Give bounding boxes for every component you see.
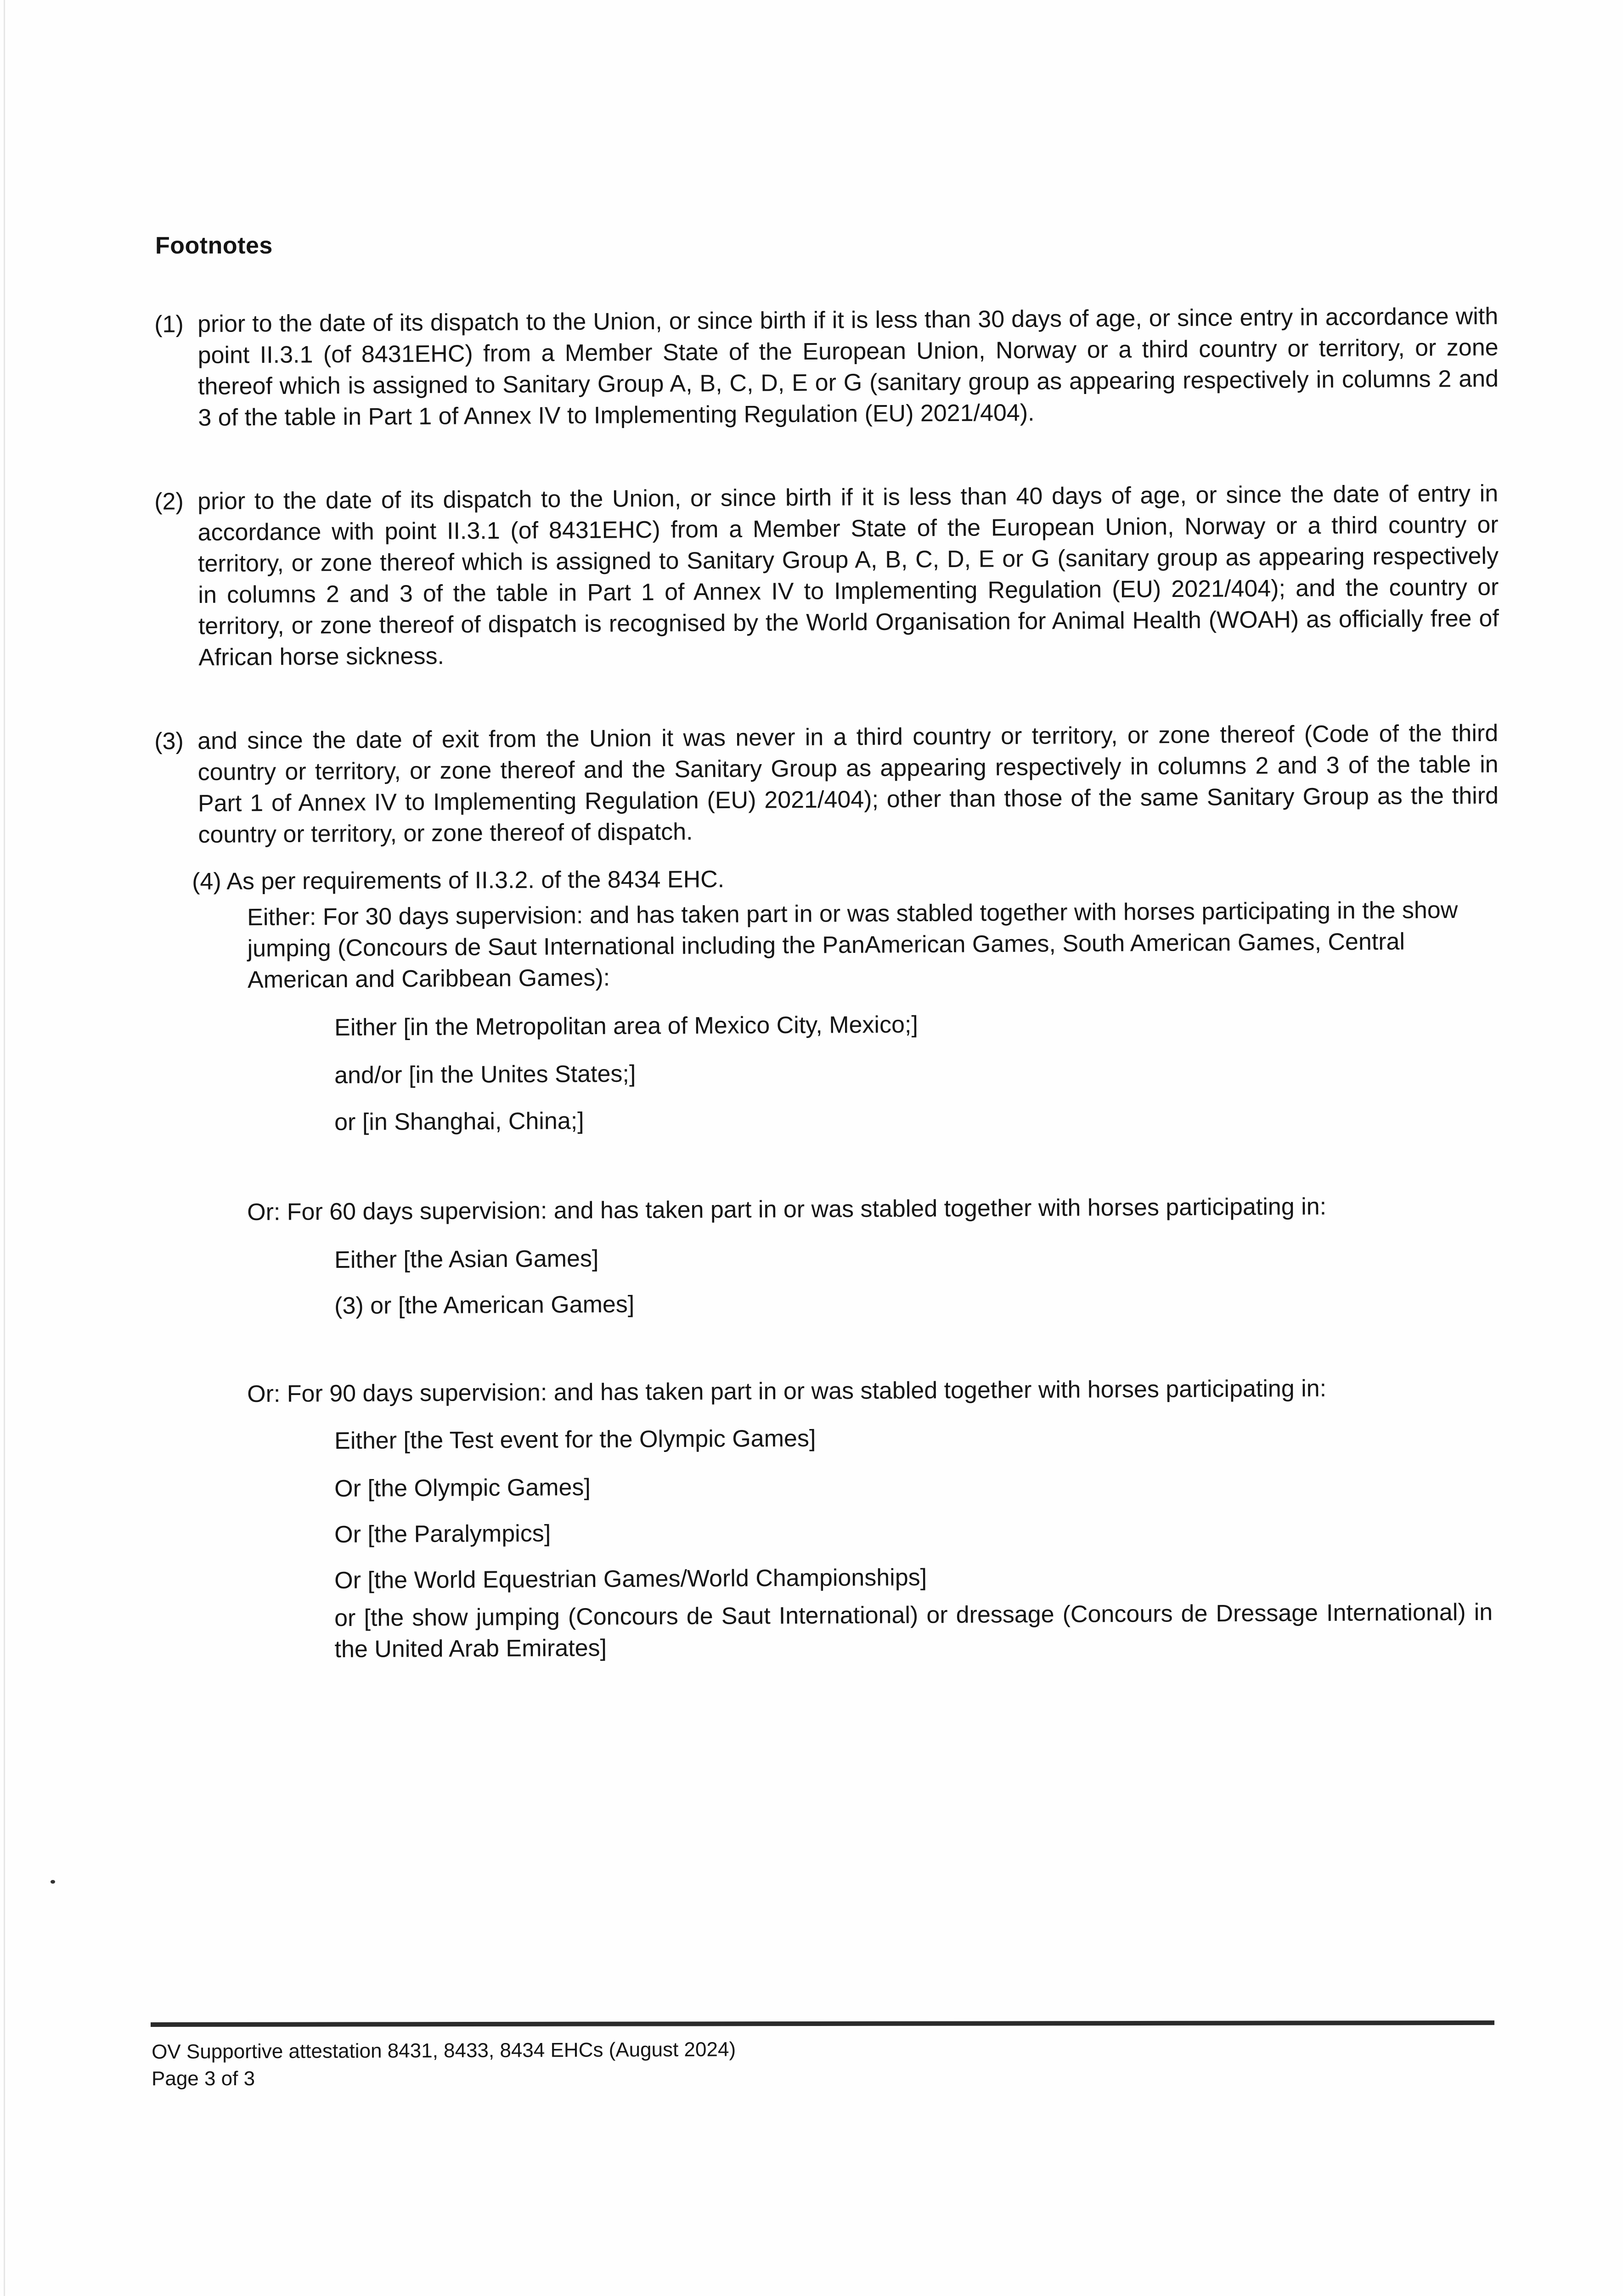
footnote-number: (1) xyxy=(154,311,184,338)
footnote-3 xyxy=(154,718,1499,850)
footnote-4-title: (4) As per requirements of II.3.2. of the 8434 EHC. xyxy=(192,866,725,895)
footnote-number: (2) xyxy=(154,488,184,515)
footnote-4-option-60-days: Or: For 60 days supervision: and has taken part in or was stabled together with horses participating in: xyxy=(247,1193,1327,1226)
footer-rule xyxy=(151,2020,1494,2027)
option-60-item: Either [the Asian Games] xyxy=(334,1245,599,1273)
option-90-item: Or [the Olympic Games] xyxy=(334,1474,591,1502)
footnote-4-option-30-days: Either: For 30 days supervision: and has taken part in or was stabled together with horses participating in the show jumping (Concours de Saut International including the PanAmerican Games, South American Games, Central American and Caribbean Games): xyxy=(247,896,1458,993)
footnote-1 xyxy=(154,301,1499,433)
footer-document-title: OV Supportive attestation 8431, 8433, 8434 EHCs (August 2024) xyxy=(152,2038,736,2063)
option-30-item: Either [in the Metropolitan area of Mexico City, Mexico;] xyxy=(334,1011,919,1041)
option-30-item: or [in Shanghai, China;] xyxy=(334,1108,584,1136)
footnote-2 xyxy=(154,478,1499,673)
footnote-text: and since the date of exit from the Union it was never in a third country or territory, or zone thereof (Code of the third country or territory, or zone thereof and the Sanitary Group as appearing respectively in columns 2 and 3 of the table in Part 1 of Annex IV to Implementing Regulation (EU) 2021/404); other than those of the same Sanitary Group as the third country or territory, or zone thereof of dispatch. xyxy=(197,720,1499,848)
footnotes-heading: Footnotes xyxy=(155,232,273,259)
option-90-item: Or [the World Equestrian Games/World Championships] xyxy=(334,1564,927,1594)
footnote-number: (3) xyxy=(154,728,184,755)
footer-page-number: Page 3 of 3 xyxy=(152,2067,255,2090)
scan-edge xyxy=(4,0,5,2296)
option-30-item: and/or [in the Unites States;] xyxy=(334,1060,636,1089)
footnote-text: prior to the date of its dispatch to the Union, or since birth if it is less than 40 days of age, or since the date of entry in accordance with point II.3.1 (of 8431EHC) from a Member State of the European Union, Norway or a third country or territory, or zone thereof which is assigned to Sanitary Group A, B, C, D, E or G (sanitary group as appearing respectively in columns 2 and 3 of the table in Part 1 of Annex IV to Implementing Regulation (EU) 2021/404); and the country or territory, or zone thereof of dispatch is recognised by the World Organisation for Animal Health (WOAH) as officially free of African horse sickness. xyxy=(197,480,1499,671)
option-90-item: Or [the Paralympics] xyxy=(334,1520,551,1548)
option-60-item: (3) or [the American Games] xyxy=(334,1291,635,1319)
scan-mark xyxy=(51,1880,55,1884)
option-90-item: or [the show jumping (Concours de Saut International) or dressage (Concours de Dressage International) in the United Arab Emirates] xyxy=(334,1598,1493,1663)
footnote-text: prior to the date of its dispatch to the Union, or since birth if it is less than 30 days of age, or since entry in accordance with point II.3.1 (of 8431EHC) from a Member State of the European Union, Norway or a third country or territory, or zone thereof which is assigned to Sanitary Group A, B, C, D, E or G (sanitary group as appearing respectively in columns 2 and 3 of the table in Part 1 of Annex IV to Implementing Regulation (EU) 2021/404). xyxy=(197,303,1499,431)
option-90-item: Either [the Test event for the Olympic Games] xyxy=(334,1425,816,1454)
footnote-4-option-90-days: Or: For 90 days supervision: and has taken part in or was stabled together with horses participating in: xyxy=(247,1375,1327,1407)
